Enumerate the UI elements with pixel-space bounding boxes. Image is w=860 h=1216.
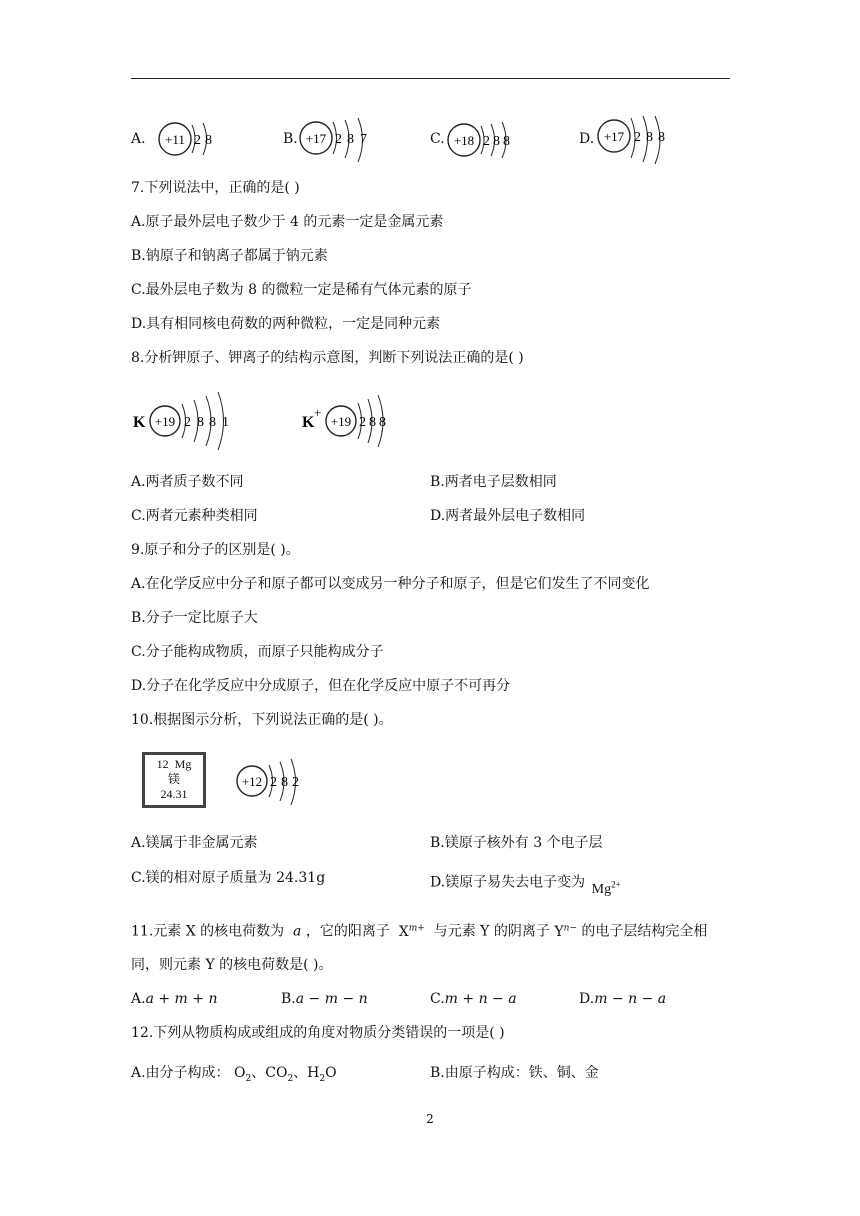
q10-option-c: C.镁的相对原子质量为 24.31g xyxy=(131,870,326,886)
variable-a: a xyxy=(293,923,302,940)
nucleus-label: +17 xyxy=(305,131,327,146)
q6-atom-diagram-c xyxy=(445,118,520,164)
q10-option-a: A.镁属于非金属元素 xyxy=(131,835,258,851)
q8-option-c: C.两者元素种类相同 xyxy=(131,508,258,524)
q6-atom-diagram-a xyxy=(156,117,226,163)
q11-option-c: C.m + n − a xyxy=(430,991,517,1007)
formula-o2: $O_2$ xyxy=(234,1065,252,1084)
q11-option-a: A.a + m + n xyxy=(131,991,218,1007)
q8-potassium-ion-diagram xyxy=(300,393,400,449)
electron-count: 8 xyxy=(347,132,354,147)
electron-count: 8 xyxy=(205,133,212,148)
electron-count: 8 xyxy=(369,415,376,430)
q6-option-c-label: C. xyxy=(430,131,445,147)
electron-count: 8 xyxy=(379,415,386,430)
q7-option-b: B.钠原子和钠离子都属于钠元素 xyxy=(131,248,328,264)
q12-option-a: A.由分子构成： $O_2$、$CO_2$、$H_2O$ xyxy=(131,1065,337,1084)
electron-count: 1 xyxy=(222,415,229,430)
q11-option-b: B.a − m − n xyxy=(281,991,368,1007)
page-number: 2 xyxy=(426,1112,434,1126)
electron-count: 2 xyxy=(359,415,366,430)
q10-magnesium-atom-diagram xyxy=(234,757,314,807)
q6-option-d-label: D. xyxy=(579,131,595,147)
atomic-number: 12 xyxy=(156,757,169,771)
electron-count: 8 xyxy=(646,130,653,145)
electron-count: 8 xyxy=(209,415,216,430)
q10-option-b: B.镁原子核外有 3 个电子层 xyxy=(430,835,603,851)
header-rule xyxy=(131,78,730,79)
q8-stem: 8.分析钾原子、钾离子的结构示意图，判断下列说法正确的是( ) xyxy=(131,350,524,366)
q9-option-a: A.在化学反应中分子和原子都可以变成另一种分子和原子，但是它们发生了不同变化 xyxy=(131,576,650,592)
formula-co2: $CO_2$ xyxy=(265,1065,294,1084)
electron-count: 2 xyxy=(634,130,641,145)
periodic-table-cell-magnesium xyxy=(142,752,206,808)
q9-option-b: B.分子一定比原子大 xyxy=(131,610,258,626)
q6-option-a-label: A. xyxy=(131,131,146,147)
q7-stem: 7.下列说法中，正确的是( ) xyxy=(131,180,300,196)
element-name: 镁 xyxy=(167,772,180,786)
nucleus-label: +17 xyxy=(603,129,625,144)
q8-option-b: B.两者电子层数相同 xyxy=(430,474,557,490)
nucleus-label: +18 xyxy=(453,133,475,148)
nucleus-label: +12 xyxy=(241,774,263,789)
q7-option-d: D.具有相同核电荷数的两种微粒，一定是同种元素 xyxy=(131,316,441,332)
electron-count: 8 xyxy=(658,130,665,145)
q6-option-b-label: B. xyxy=(283,131,298,147)
electron-count: 2 xyxy=(194,133,201,148)
electron-count: 8 xyxy=(493,134,500,149)
q9-option-c: C.分子能构成物质，而原子只能构成分子 xyxy=(131,644,384,660)
nucleus-label: +19 xyxy=(330,414,352,429)
q8-option-d: D.两者最外层电子数相同 xyxy=(430,508,586,524)
q6-atom-diagram-b xyxy=(297,116,377,166)
element-symbol: Mg xyxy=(174,757,192,771)
q8-option-a: A.两者质子数不同 xyxy=(131,474,244,490)
q10-stem: 10.根据图示分析，下列说法正确的是( )。 xyxy=(131,712,393,728)
electron-count: 2 xyxy=(292,775,299,790)
electron-count: 8 xyxy=(197,415,204,430)
q11-stem-line2: 同，则元素 Y 的核电荷数是( )。 xyxy=(131,957,333,973)
q11-option-d: D.m − n − a xyxy=(579,991,667,1007)
electron-count: 7 xyxy=(360,132,367,147)
electron-count: 2 xyxy=(184,415,191,430)
electron-count: 8 xyxy=(503,134,510,149)
q7-option-a: A.原子最外层电子数少于 4 的元素一定是金属元素 xyxy=(131,214,444,230)
nucleus-label: +19 xyxy=(154,414,176,429)
electron-count: 2 xyxy=(483,134,490,149)
formula-h2o: $H_2O$ xyxy=(307,1065,337,1084)
q7-option-c: C.最外层电子数为 8 的微粒一定是稀有气体元素的原子 xyxy=(131,282,472,298)
q11-stem-line1: 11.元素 X 的核电荷数为 a ，它的阳离子 $X^{m+}$ 与元素 Y 的阴离子 $Y^{n-}$ 的电子层结构完全相 xyxy=(131,923,708,940)
q8-potassium-atom-diagram xyxy=(131,390,241,450)
ion-charge: + xyxy=(314,405,322,420)
q10-option-d: D.镁原子易失去电子变为 $Mg^{2+}$ xyxy=(430,874,621,897)
electron-count: 8 xyxy=(281,775,288,790)
q12-option-b: B.由原子构成：铁、铜、金 xyxy=(430,1065,599,1081)
ion-symbol: K xyxy=(302,414,315,431)
x-cation: $X^{m+}$ xyxy=(398,923,425,940)
q6-atom-diagram-d xyxy=(595,114,675,166)
magnesium-ion-symbol: $Mg^{2+}$ xyxy=(591,879,621,897)
electron-count: 2 xyxy=(335,132,342,147)
electron-count: 2 xyxy=(270,775,277,790)
atomic-mass: 24.31 xyxy=(160,787,188,801)
element-symbol: K xyxy=(133,414,146,431)
q9-stem: 9.原子和分子的区别是( )。 xyxy=(131,542,300,558)
nucleus-label: +11 xyxy=(165,132,185,147)
q12-stem: 12.下列从物质构成或组成的角度对物质分类错误的一项是( ) xyxy=(131,1025,505,1041)
q9-option-d: D.分子在化学反应中分成原子，但在化学反应中原子不可再分 xyxy=(131,678,511,694)
y-anion: $Y^{n-}$ xyxy=(554,923,577,940)
